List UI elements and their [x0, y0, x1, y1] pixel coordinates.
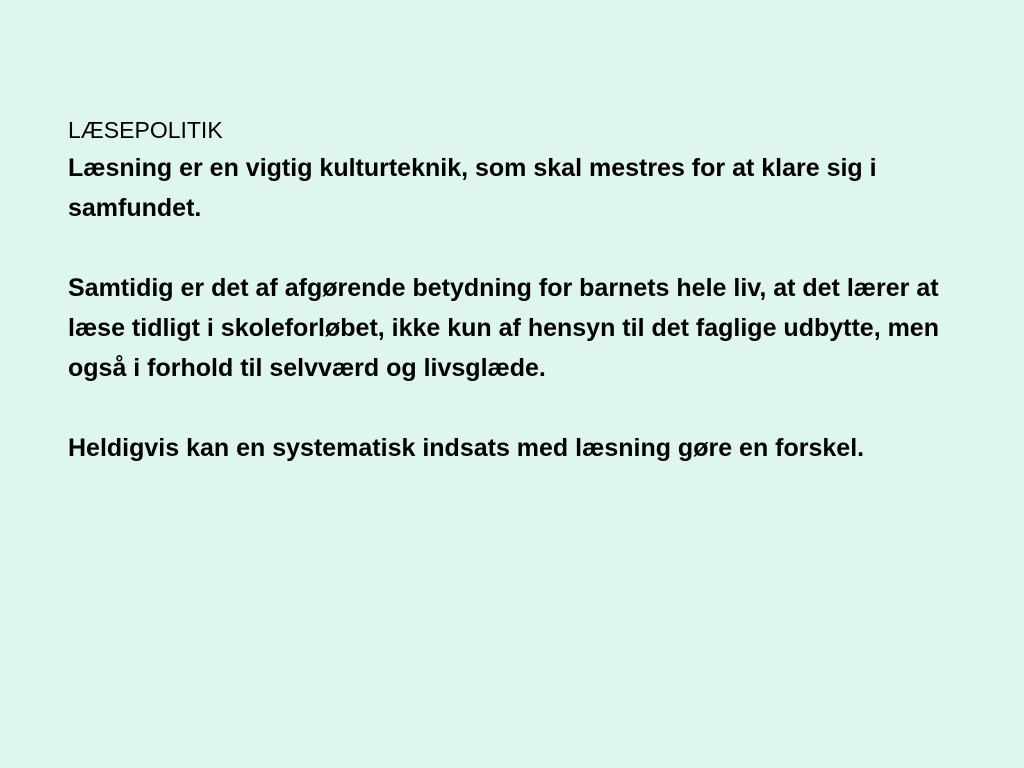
paragraph-conclusion: Heldigvis kan en systematisk indsats med læsning gøre en forskel.	[68, 434, 865, 462]
slide-title: LÆSEPOLITIK	[68, 117, 223, 143]
paragraph-intro: Læsning er en vigtig kulturteknik, som skal mestres for at klare sig i samfundet.	[68, 154, 877, 222]
slide-content	[68, 112, 968, 468]
paragraph-importance: Samtidig er det af afgørende betydning for barnets hele liv, at det lærer at læse tidligt i skoleforløbet, ikke kun af hensyn til det faglige udbytte, men også i forhold til selvværd og livsglæde.	[68, 274, 939, 382]
